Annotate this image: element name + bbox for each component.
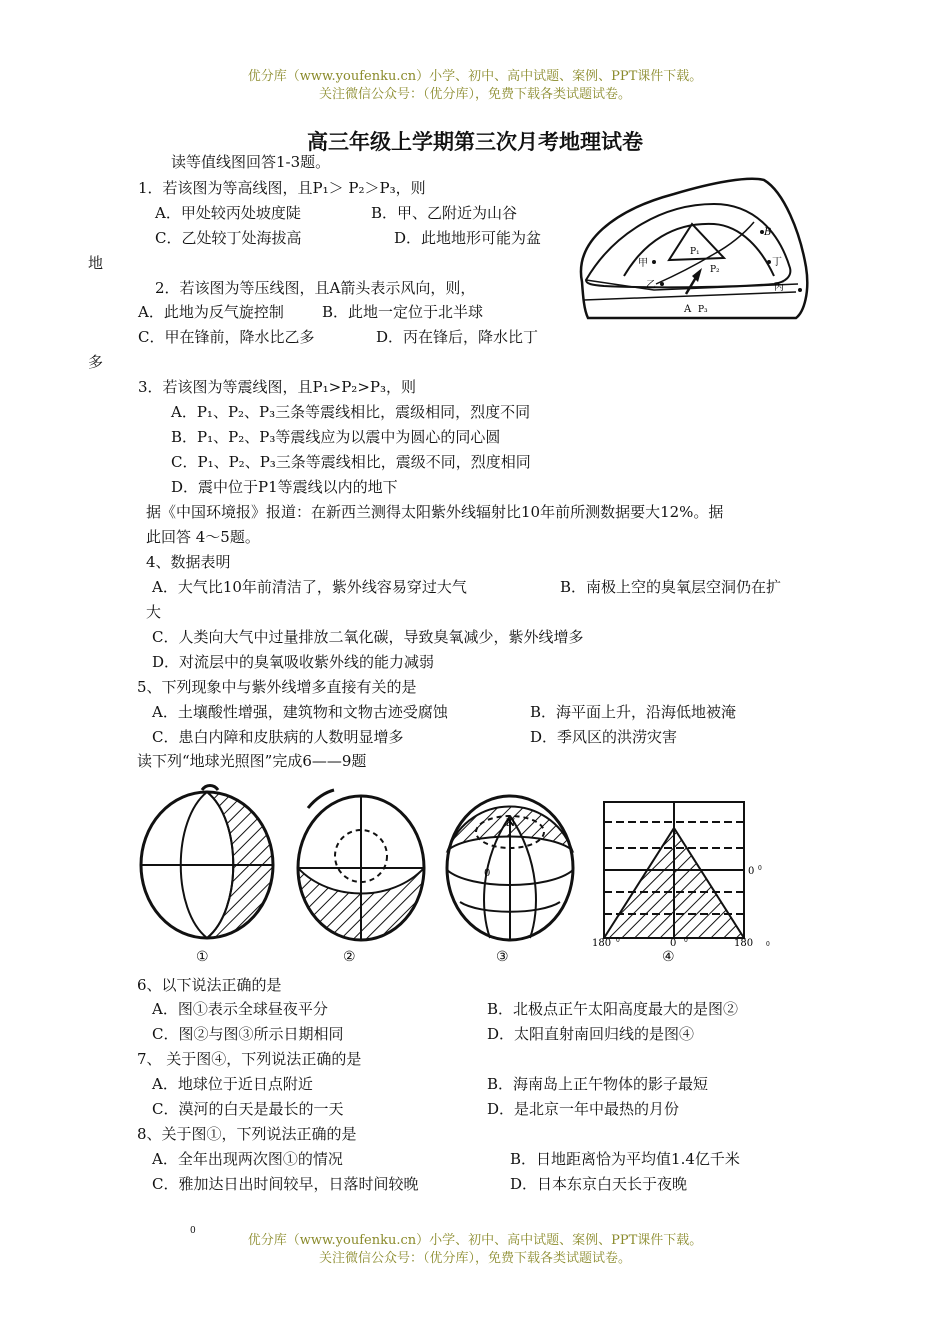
q5-option-c: C．患白内障和皮肤病的人数明显增多 (152, 728, 404, 746)
q6-stem: 6、以下说法正确的是 (137, 976, 282, 994)
illumination-figures (130, 780, 790, 960)
grid-zero-lat: 0 (748, 866, 755, 877)
q1-option-c: C．乙处较丁处海拔高 (155, 229, 302, 247)
globe-figure-3 (447, 796, 573, 940)
intro-3: 读下列“地球光照图”完成6——9题 (137, 752, 367, 770)
q4-option-d: D．对流层中的臭氧吸收紫外线的能力减弱 (152, 653, 435, 671)
q7-option-c: C．漠河的白天是最长的一天 (152, 1100, 344, 1118)
q7-option-a: A．地球位于近日点附近 (152, 1075, 313, 1093)
caption-1: ① (196, 949, 209, 965)
intro-2a: 据《中国环境报》报道：在新西兰测得太阳紫外线辐射比10年前所测数据要大12%。据 (146, 503, 724, 521)
grid-mid-lon: 0 (670, 938, 677, 949)
globe-figure-1 (141, 786, 273, 939)
q1-option-d: D．此地地形可能为盆 (394, 229, 542, 247)
q8-stem: 8、关于图①，下列说法正确的是 (137, 1125, 357, 1143)
page-title: 高三年级上学期第三次月考地理试卷 (307, 129, 643, 154)
label-jia: 甲 (638, 258, 648, 269)
grid-zero-lat-deg: 0 (758, 865, 762, 872)
q1-option-a: A．甲处较丙处坡度陡 (155, 204, 301, 222)
q2-option-d: D．丙在锋后，降水比丁 (376, 328, 539, 346)
q5-option-d: D．季风区的洪涝灾害 (530, 728, 678, 746)
grid-figure-4 (592, 802, 770, 949)
q2-option-a: A．此地为反气旋控制 (138, 303, 284, 321)
q3-option-c: C．P₁、P₂、P₃三条等震线相比，震级不同，烈度相同 (171, 453, 531, 471)
caption-2: ② (343, 949, 356, 965)
q5-stem: 5、下列现象中与紫外线增多直接有关的是 (137, 678, 417, 696)
label-bing: 丙 (774, 282, 784, 293)
q7-stem: 7、 关于图④，下列说法正确的是 (137, 1050, 362, 1068)
q6-option-c: C．图②与图③所示日期相同 (152, 1025, 344, 1043)
q4-option-b-wrap: 大 (146, 603, 162, 621)
q1-option-b: B．甲、乙附近为山谷 (371, 204, 518, 222)
q1-stem: 1．若该图为等高线图，且P₁＞ P₂＞P₃，则 (138, 179, 426, 197)
watermark-line-2: 关注微信公众号：（优分库），免费下载各类试题试卷。 (318, 87, 631, 102)
label-p3: P₃ (698, 305, 708, 315)
q1-option-d-wrap: 地 (88, 254, 104, 272)
q8-option-c: C．雅加达日出时间较早，日落时间较晚 (152, 1175, 419, 1193)
label-b: B (764, 227, 772, 238)
q8-option-a: A．全年出现两次图①的情况 (152, 1150, 343, 1168)
q3-option-a: A．P₁、P₂、P₃三条等震线相比，震级相同，烈度不同 (171, 403, 531, 421)
q6-option-a: A．图①表示全球昼夜平分 (152, 1000, 328, 1018)
q2-stem: 2．若该图为等压线图，且A箭头表示风向，则， (155, 279, 476, 297)
q4-option-c: C．人类向大气中过量排放二氧化碳，导致臭氧减少，紫外线增多 (152, 628, 584, 646)
q4-option-b: B．南极上空的臭氧层空洞仍在扩 (560, 578, 782, 596)
watermark-line-1: 优分库（www.youfenku.cn）小学、初中、高中试题、案例、PPT课件下载。 (247, 69, 703, 84)
q2-option-c: C．甲在锋前，降水比乙多 (138, 328, 315, 346)
label-p1: P₁ (690, 247, 700, 257)
grid-right-lon: 180 (734, 938, 754, 949)
q6-option-b: B．北极点正午太阳高度最大的是图② (487, 1000, 739, 1018)
label-p2: P₂ (710, 265, 720, 275)
intro-1: 读等值线图回答1-3题。 (171, 153, 331, 171)
grid-right-lon-deg: 0 (766, 941, 770, 948)
label-a: A (684, 304, 692, 315)
north-pole-label: N (506, 818, 516, 829)
intro-2b: 此回答 4～5题。 (146, 528, 260, 546)
q5-option-b: B．海平面上升，沿海低地被淹 (530, 703, 737, 721)
footer-mark: 0 (190, 1226, 196, 1236)
q6-option-d: D．太阳直射南回归线的是图④ (487, 1025, 695, 1043)
q8-option-d: D．日本东京白天长于夜晚 (510, 1175, 688, 1193)
label-yi: 乙 (646, 280, 656, 291)
q4-option-a: A．大气比10年前清洁了，紫外线容易穿过大气 (152, 578, 467, 596)
q8-option-b: B．日地距离恰为平均值1.4亿千米 (510, 1150, 740, 1168)
grid-mid-lon-deg: 0 (684, 937, 688, 944)
globe-figure-2 (298, 790, 424, 940)
q3-option-b: B．P₁、P₂、P₃等震线应为以震中为圆心的同心圆 (171, 428, 501, 446)
q3-stem: 3．若该图为等震线图，且P₁>P₂>P₃，则 (138, 378, 416, 396)
zero-label: 0 (484, 868, 491, 879)
caption-3: ③ (496, 949, 509, 965)
q3-option-d: D．震中位于P1等震线以内的地下 (171, 478, 398, 496)
q2-option-d-wrap: 多 (88, 353, 104, 371)
grid-left-lon: 180 (592, 938, 612, 949)
footer-watermark-line-1: 优分库（www.youfenku.cn）小学、初中、高中试题、案例、PPT课件下载。 (247, 1233, 703, 1248)
q2-option-b: B．此地一定位于北半球 (322, 303, 484, 321)
caption-4: ④ (662, 949, 675, 965)
q5-option-a: A．土壤酸性增强，建筑物和文物古迹受腐蚀 (152, 703, 448, 721)
contour-figure (574, 172, 814, 324)
q7-option-b: B．海南岛上正午物体的影子最短 (487, 1075, 709, 1093)
q4-stem: 4、数据表明 (146, 553, 231, 571)
q7-option-d: D．是北京一年中最热的月份 (487, 1100, 680, 1118)
label-ding: 丁 (772, 257, 782, 268)
grid-left-lon-deg: 0 (616, 937, 620, 944)
footer-watermark-line-2: 关注微信公众号：（优分库），免费下载各类试题试卷。 (318, 1251, 631, 1266)
